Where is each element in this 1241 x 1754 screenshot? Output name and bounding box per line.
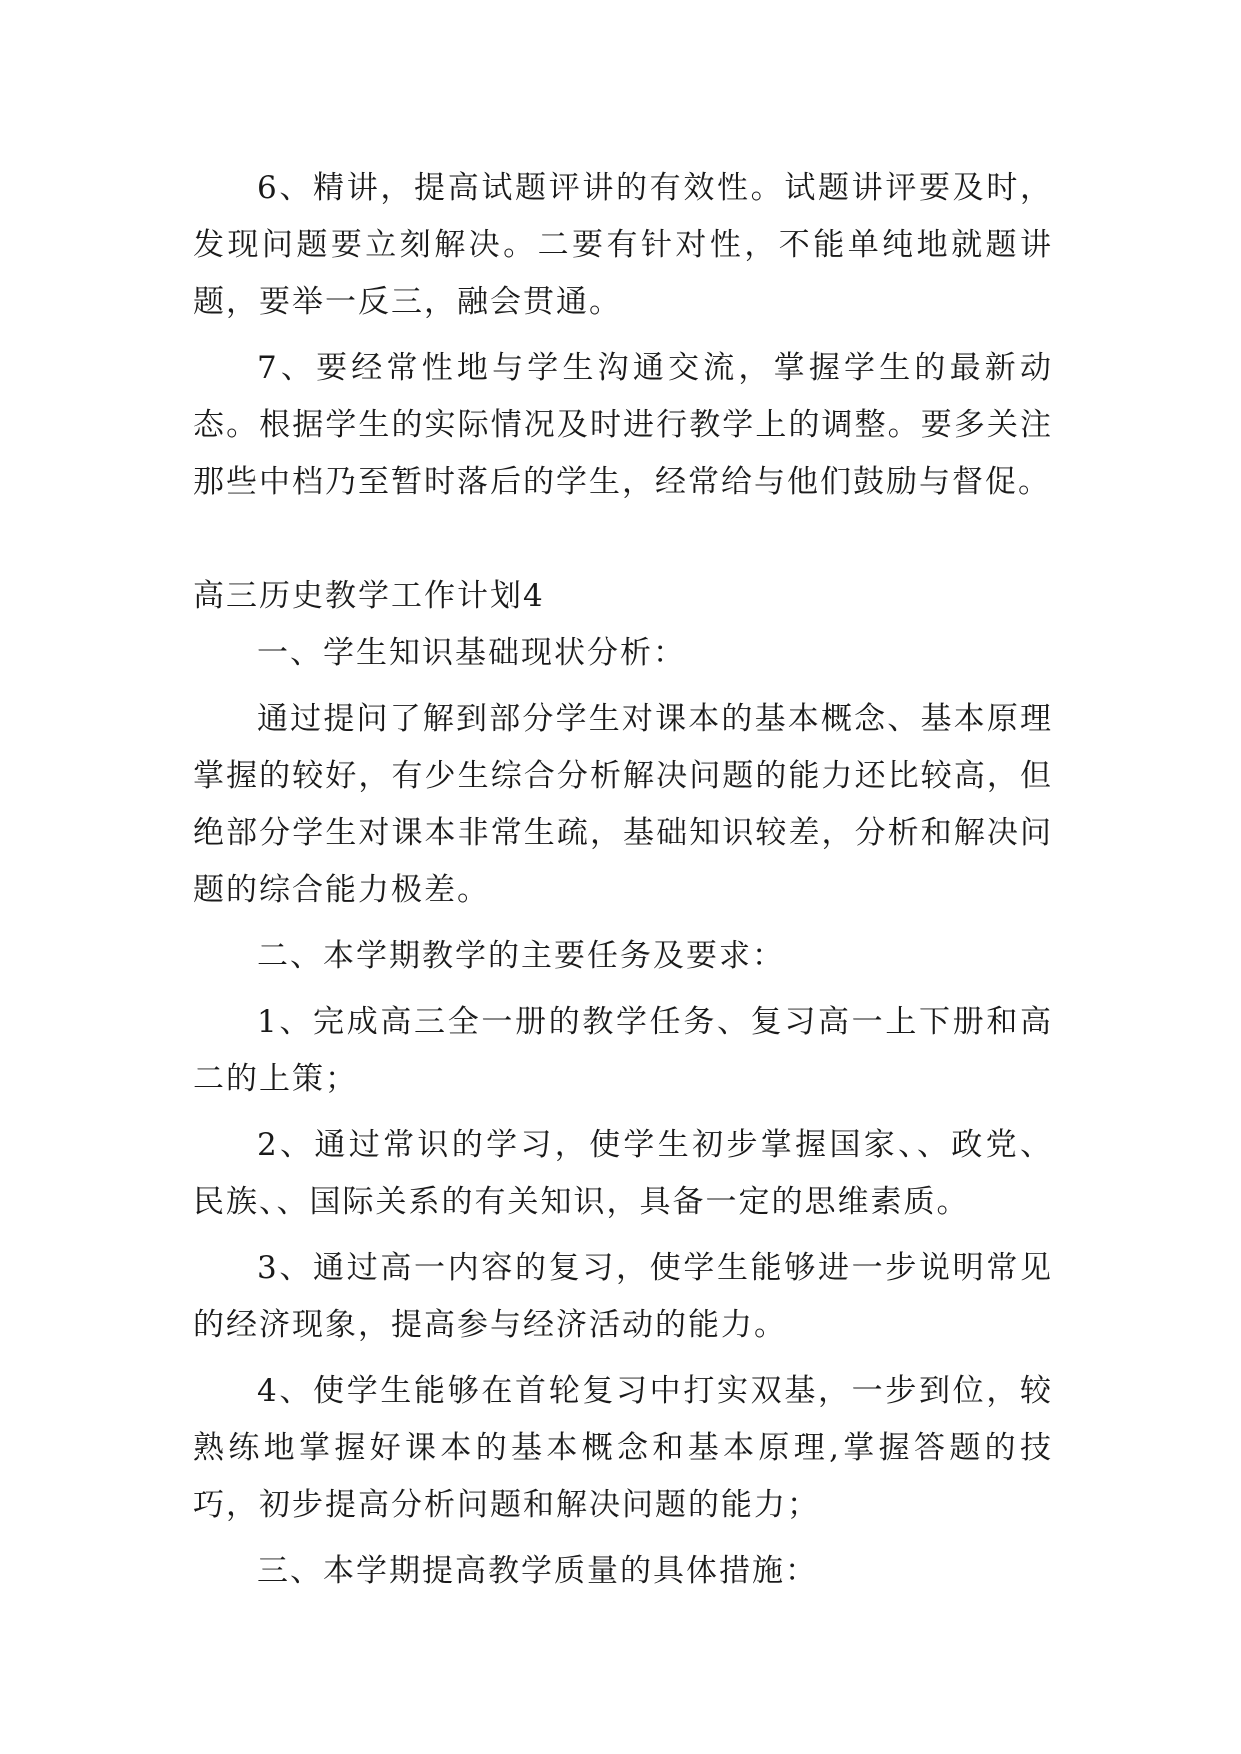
paragraph-analysis: 通过提问了解到部分学生对课本的基本概念、基本原理掌握的较好，有少生综合分析解决问题的能力还比较高，但绝部分学生对课本非常生疏，基础知识较差，分析和解决问题的综合能力极差。 (193, 701, 1053, 908)
paragraph-item-6: 6、精讲，提高试题评讲的有效性。试题讲评要及时，发现问题要立刻解决。二要有针对性，不能单纯地就题讲题，要举一反三，融会贯通。 (193, 170, 1053, 320)
list-item-4: 4、使学生能够在首轮复习中打实双基，一步到位，较熟练地掌握好课本的基本概念和基本原理,掌握答题的技巧，初步提高分析问题和解决问题的能力； (193, 1373, 1053, 1523)
heading-two: 二、本学期教学的主要任务及要求： (257, 938, 785, 974)
paragraph-item-7: 7、要经常性地与学生沟通交流，掌握学生的最新动态。根据学生的实际情况及时进行教学上的调整。要多关注那些中档乃至暂时落后的学生，经常给与他们鼓励与督促。 (193, 350, 1053, 500)
list-item-3: 3、通过高一内容的复习，使学生能够进一步说明常见的经济现象，提高参与经济活动的能力。 (193, 1250, 1053, 1343)
heading-one: 一、学生知识基础现状分析： (257, 635, 686, 671)
document-body (193, 160, 1053, 1600)
heading-three: 三、本学期提高教学质量的具体措施： (257, 1553, 818, 1589)
list-item-2: 2、通过常识的学习，使学生初步掌握国家、、政党、民族、、国际关系的有关知识，具备一定的思维素质。 (193, 1127, 1053, 1220)
list-item-1: 1、完成高三全一册的教学任务、复习高一上下册和高二的上策； (193, 1004, 1053, 1097)
section-title: 高三历史教学工作计划4 (193, 578, 545, 614)
